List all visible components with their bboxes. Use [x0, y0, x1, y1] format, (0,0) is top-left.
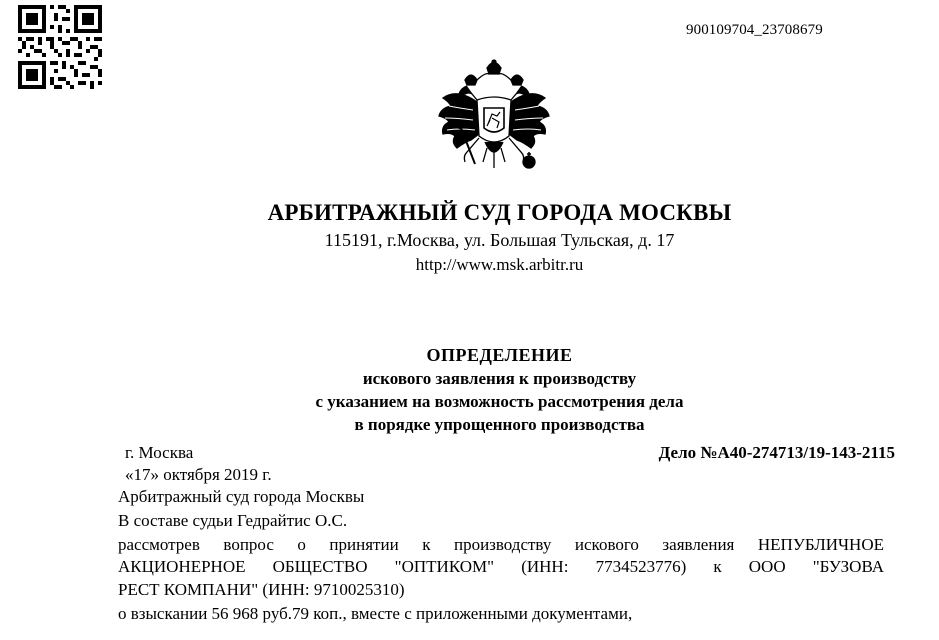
city: г. Москва — [125, 443, 194, 462]
document-subtitle-line-3: в порядке упрощенного производства — [354, 415, 645, 434]
court-address: 115191, г.Москва, ул. Большая Тульская, д. 17 — [324, 230, 675, 250]
document-title-block — [0, 343, 939, 436]
coat-of-arms-icon — [437, 58, 551, 184]
decision-date: «17» октября 2019 г. — [125, 465, 272, 484]
document-title: ОПРЕДЕЛЕНИЕ — [426, 345, 573, 365]
body-line-3: рассмотрев вопрос о принятии к производству искового заявления НЕПУБЛИЧНОЕ — [118, 535, 884, 554]
body-line-2: В составе судьи Гедрайтис О.С. — [118, 511, 348, 530]
case-number: Дело №А40-274713/19-143-2115 — [658, 443, 895, 462]
document-subtitle-line-2: с указанием на возможность рассмотрения дела — [315, 392, 684, 411]
body-line-4: АКЦИОНЕРНОЕ ОБЩЕСТВО "ОПТИКОМ" (ИНН: 7734523776) к ООО "БУЗОВА — [118, 557, 884, 576]
court-url[interactable]: http://www.msk.arbitr.ru — [415, 255, 584, 274]
body-line-5: РЕСТ КОМПАНИ" (ИНН: 9710025310) — [118, 580, 405, 599]
qr-code — [18, 5, 102, 89]
body-line-6: о взыскании 56 968 руб.79 коп., вместе с приложенными документами, — [118, 604, 633, 623]
document-id: 900109704_23708679 — [686, 22, 823, 38]
court-name: АРБИТРАЖНЫЙ СУД ГОРОДА МОСКВЫ — [267, 200, 732, 225]
document-subtitle-line-1: искового заявления к производству — [362, 369, 637, 388]
body-line-1: Арбитражный суд города Москвы — [118, 487, 365, 506]
